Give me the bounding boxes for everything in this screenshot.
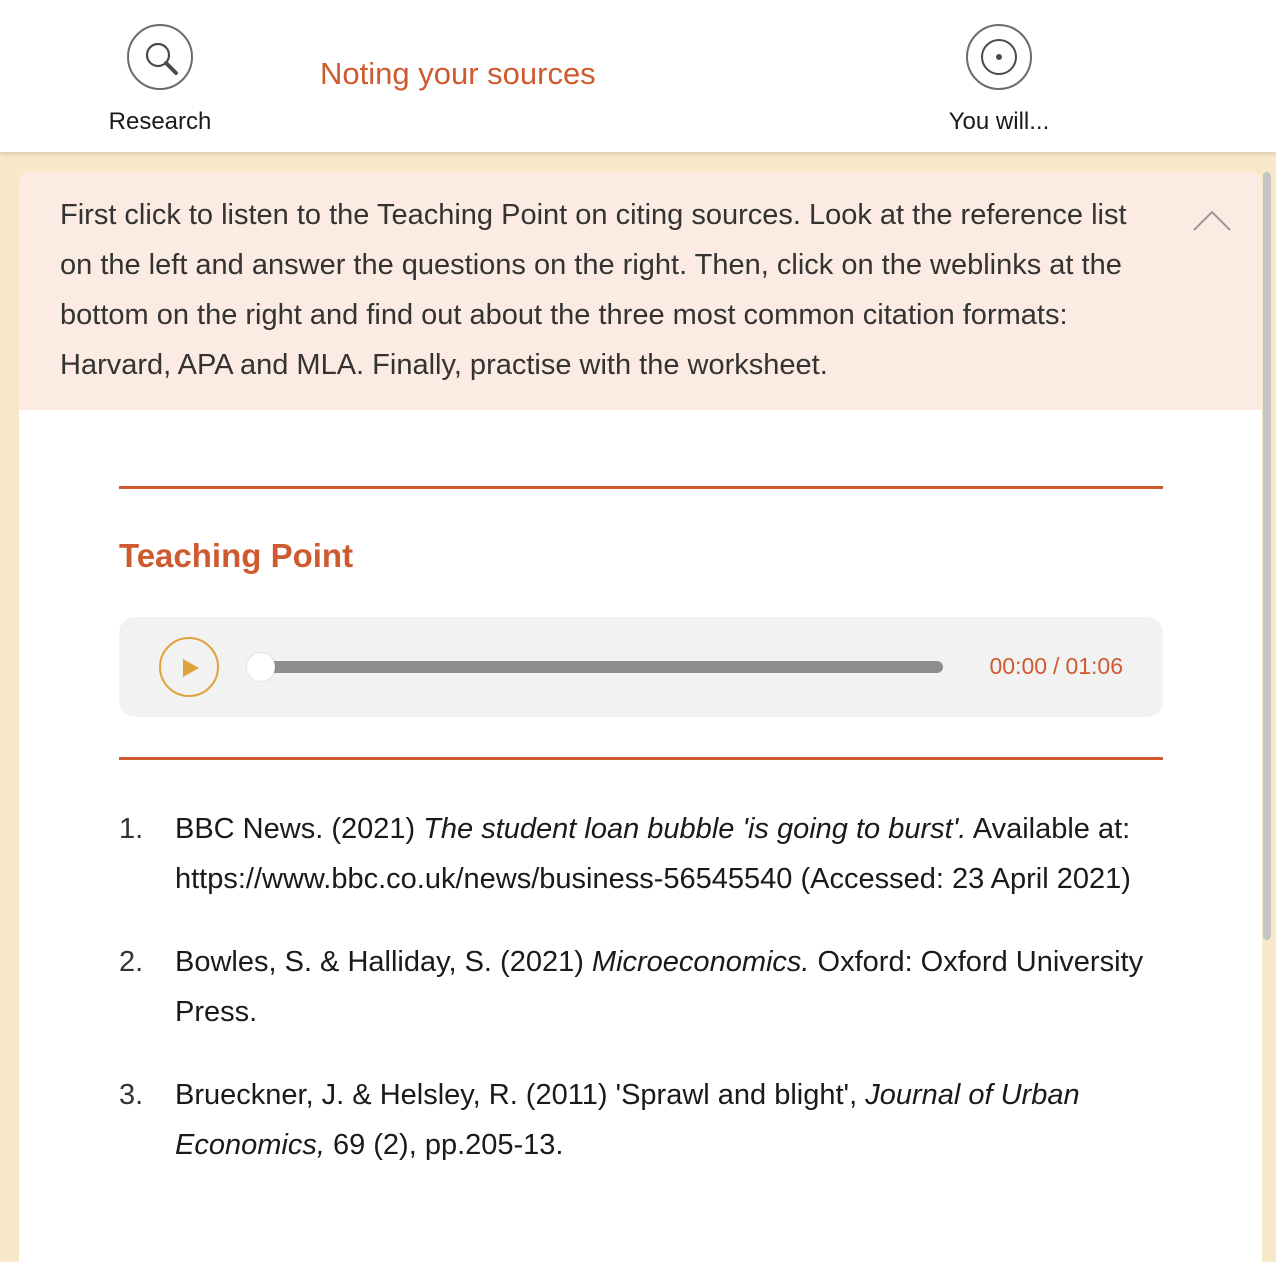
teaching-point-section (119, 486, 1163, 1203)
collapse-instructions-button[interactable] (1192, 200, 1232, 228)
reference-item (119, 937, 1163, 1037)
research-icon-circle (127, 24, 193, 90)
research-nav-label: Research (108, 108, 212, 135)
instructions-panel (19, 172, 1262, 410)
audio-time-separator: / (1053, 653, 1060, 679)
reference-text: BBC News. (2021) (175, 813, 424, 845)
audio-progress-track[interactable] (259, 661, 943, 673)
target-icon (968, 26, 1030, 88)
reference-title: The student loan bubble 'is going to burst'. (423, 813, 967, 845)
audio-progress-thumb[interactable] (247, 653, 275, 681)
top-header (0, 0, 1276, 152)
reference-details: Available at: https://www.bbc.co.uk/news/business-56545540 (Accessed: 23 April 2021) (175, 813, 1131, 895)
teaching-point-title: Teaching Point (119, 537, 354, 574)
search-icon (141, 38, 181, 78)
reference-details: Oxford: Oxford University Press. (175, 946, 1144, 1028)
you-will-icon-circle (966, 24, 1032, 90)
audio-time (989, 653, 1123, 680)
page-title: Noting your sources (320, 56, 596, 91)
reference-item (119, 1070, 1163, 1170)
reference-text: Brueckner, J. & Helsley, R. (2011) 'Sprawl and blight', (175, 1079, 866, 1111)
reference-details: 69 (2), pp.205-13. (324, 1129, 564, 1161)
top-divider (119, 486, 1163, 489)
reference-text: Bowles, S. & Halliday, S. (2021) (175, 946, 592, 978)
audio-duration: 01:06 (1065, 653, 1123, 679)
play-button[interactable] (159, 637, 219, 697)
reference-number: 2. (119, 946, 144, 978)
chevron-up-icon (1192, 206, 1232, 234)
page-scrollbar[interactable] (1263, 172, 1271, 940)
you-will-nav-button[interactable] (929, 24, 1069, 144)
reference-title: Microeconomics. (591, 946, 810, 978)
play-icon (181, 657, 201, 679)
research-nav-button[interactable] (90, 24, 230, 144)
reference-number: 3. (119, 1079, 144, 1111)
reference-number: 1. (119, 813, 144, 845)
reference-list (119, 804, 1163, 1170)
audio-player (119, 617, 1163, 717)
activity-card (19, 172, 1262, 1262)
reference-title: Journal of Urban Economics, (175, 1079, 1080, 1161)
audio-current-time: 00:00 (989, 653, 1048, 679)
instructions-text: First click to listen to the Teaching Point on citing sources. Look at the reference list on the left and answer the questions on the right. Then, click on the weblinks at the bottom on the right and find out about the three most common citation formats: Harvard, APA and MLA. Finally, practise with the worksheet. (60, 199, 1127, 381)
reference-item (119, 804, 1163, 904)
you-will-nav-label: You will... (948, 108, 1050, 135)
bottom-divider (119, 757, 1163, 760)
